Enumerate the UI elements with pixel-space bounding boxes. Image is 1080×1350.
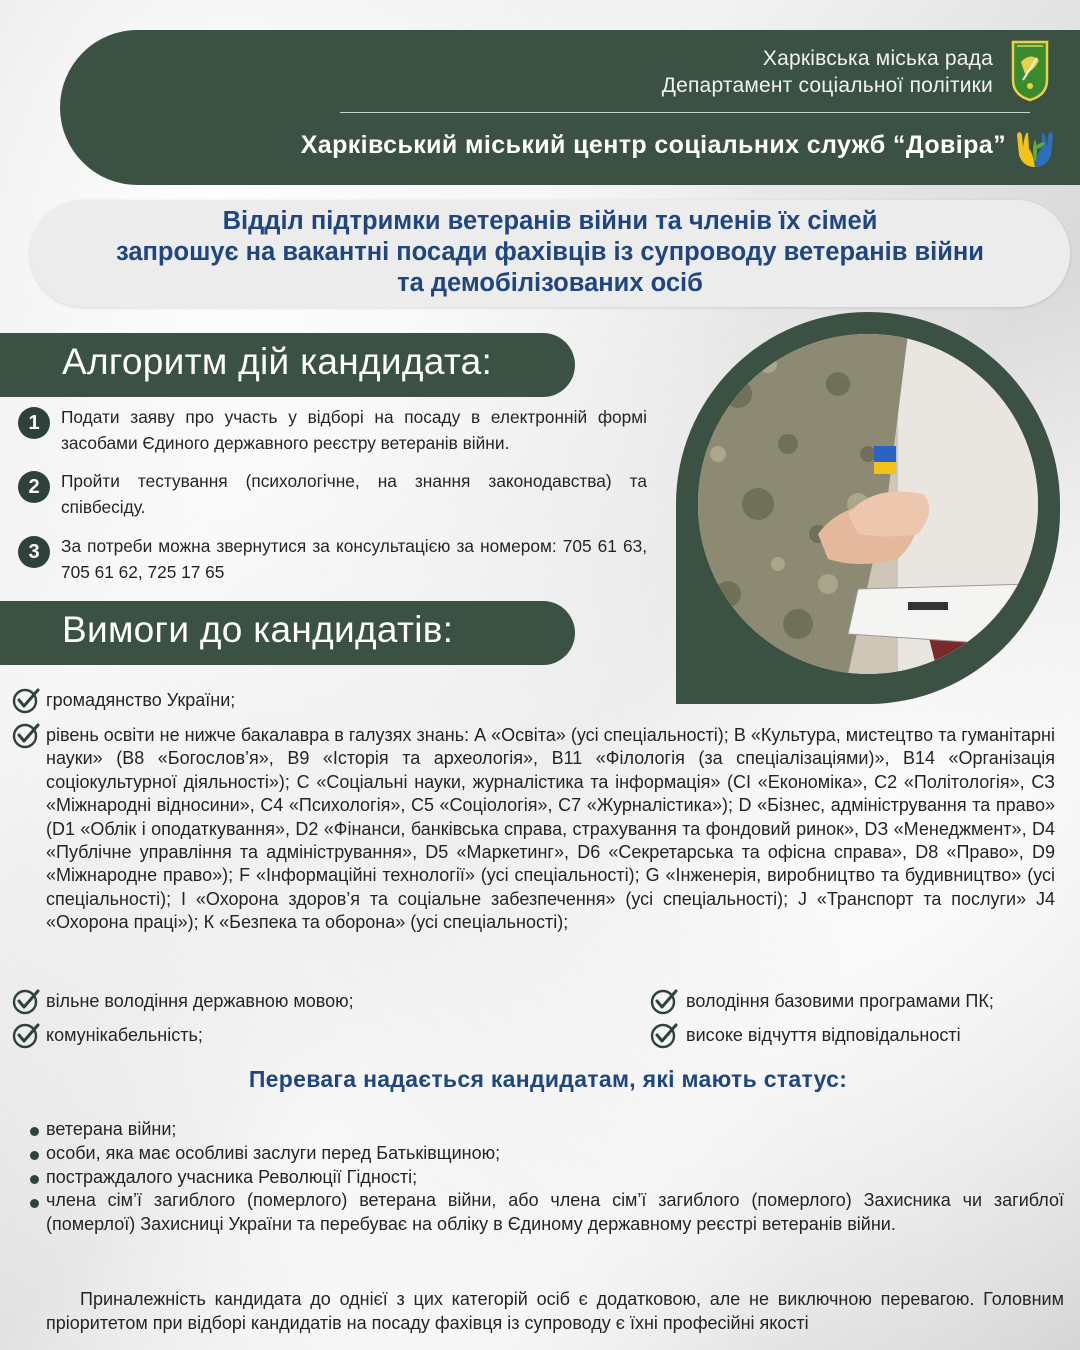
- requirement-item: вільне володіння державною мовою;: [46, 991, 354, 1011]
- center-name: Харківський міський центр соціальних служб “Довіра”: [300, 131, 1006, 159]
- org-line-2: Департамент соціальної політики: [661, 74, 993, 97]
- check-circle-icon: [650, 1021, 678, 1049]
- step-number-badge: 3: [18, 536, 50, 568]
- requirement-item-education: рівень освіти не нижче бакалавра в галузях знань: А «Освіта» (усі спеціальності); В «Культура, мистецтво та гуманітарні науки» (В8 «Богослов’я», В9 «Історія та археологія», В11 «Філологія (за спеціалізаціями)», В14 «Організація соціокультурної діяльності»); С «Соціальні науки, журналістика та інформація» (СІ «Економіка», С2 «Політологія», СЗ «Міжнародні відносини», С4 «Психологія», С5 «Соціологія», С7 «Журналістика»); D «Бізнес, адміністрування та право» (D1 «Облік і оподаткування», D2 «Фінанси, банківська справа, страхування та фондовий ринок», DЗ «Менеджмент», D4 «Публічне управління та адміністрування», D5 «Маркетинг», D6 «Секретарська та офісна справа», D8 «Право», D9 «Міжнародне право»); F «Інформаційні технології» (усі спеціальності); G «Інженерія, виробництво та будивництво» (усі спеціальності); I «Охорона здоров’я та соціальне забезпечення» (усі спеціальності); J «Транспорт та послуги» J4 «Охорона праці»); К «Безпека та оборона» (усі спеціальності);: [46, 725, 1055, 933]
- algorithm-heading: Алгоритм дій кандидата:: [62, 341, 493, 382]
- step-text: Пройти тестування (психологічне, на знання законодавства) та співбесіду.: [61, 471, 647, 517]
- bullet-dot: [30, 1199, 39, 1208]
- algorithm-heading-bar: [0, 333, 575, 397]
- check-circle-icon: [650, 987, 678, 1015]
- org-line-1: Харківська міська рада: [762, 47, 993, 70]
- vacancy-title: [30, 206, 1070, 299]
- title-line-1: Відділ підтримки ветеранів війни та членів їх сімей: [222, 207, 878, 235]
- check-circle-icon: [12, 987, 40, 1015]
- preference-item: постраждалого учасника Революції Гідності;: [46, 1167, 418, 1187]
- organization-name: [662, 45, 993, 99]
- step-number-badge: 2: [18, 471, 50, 503]
- requirement-item: володіння базовими програмами ПК;: [686, 991, 994, 1011]
- preference-item: ветерана війни;: [46, 1119, 177, 1139]
- photo-frame: [676, 312, 1060, 704]
- title-line-3: та демобілізованих осіб: [397, 269, 703, 297]
- dovira-hands-logo-icon: [1013, 121, 1057, 171]
- kharkiv-coat-of-arms-icon: [1011, 40, 1049, 102]
- preference-item: особи, яка має особливі заслуги перед Батьківщиною;: [46, 1143, 501, 1163]
- check-circle-icon: [12, 686, 40, 714]
- requirements-heading: Вимоги до кандидатів:: [62, 609, 454, 650]
- step-number-badge: 1: [18, 407, 50, 439]
- footer-note: Приналежність кандидата до однієї з цих категорій осіб є додатковою, але не виключною перевагою. Головним пріоритетом при відборі кандидатів на посаду фахівця із супроводу є їхні професійні якості: [46, 1289, 1064, 1333]
- requirements-heading-bar: [0, 601, 575, 665]
- requirement-item: високе відчуття відповідальності: [686, 1025, 961, 1045]
- requirement-item: комунікабельність;: [46, 1025, 203, 1045]
- step-text: Подати заяву про участь у відборі на посаду в електронній формі засобами Єдиного державного реєстру ветеранів війни.: [61, 407, 647, 453]
- header-divider: [340, 112, 1030, 113]
- bullet-dot: [30, 1151, 39, 1160]
- preference-heading: Перевага надається кандидатам, які мають статус:: [248, 1066, 848, 1092]
- veteran-hands-photo: [698, 334, 1038, 674]
- check-circle-icon: [12, 1021, 40, 1049]
- title-line-2: запрошує на вакантні посади фахівців із супроводу ветеранів війни: [116, 238, 984, 266]
- requirement-item: громадянство України;: [46, 690, 236, 710]
- check-circle-icon: [12, 721, 40, 749]
- step-text: За потреби можна звернутися за консультацією за номером: 705 61 63, 705 61 62, 725 17 65: [61, 536, 647, 582]
- bullet-dot: [30, 1127, 39, 1136]
- preference-item: члена сім’ї загиблого (померлого) ветерана війни, або члена сім’ї загиблого (померлого) Захисника чи загиблої (померлої) Захисниці України та перебуває на обліку в Єдиному державному реєстрі ветеранів війни.: [46, 1190, 1064, 1234]
- bullet-dot: [30, 1175, 39, 1184]
